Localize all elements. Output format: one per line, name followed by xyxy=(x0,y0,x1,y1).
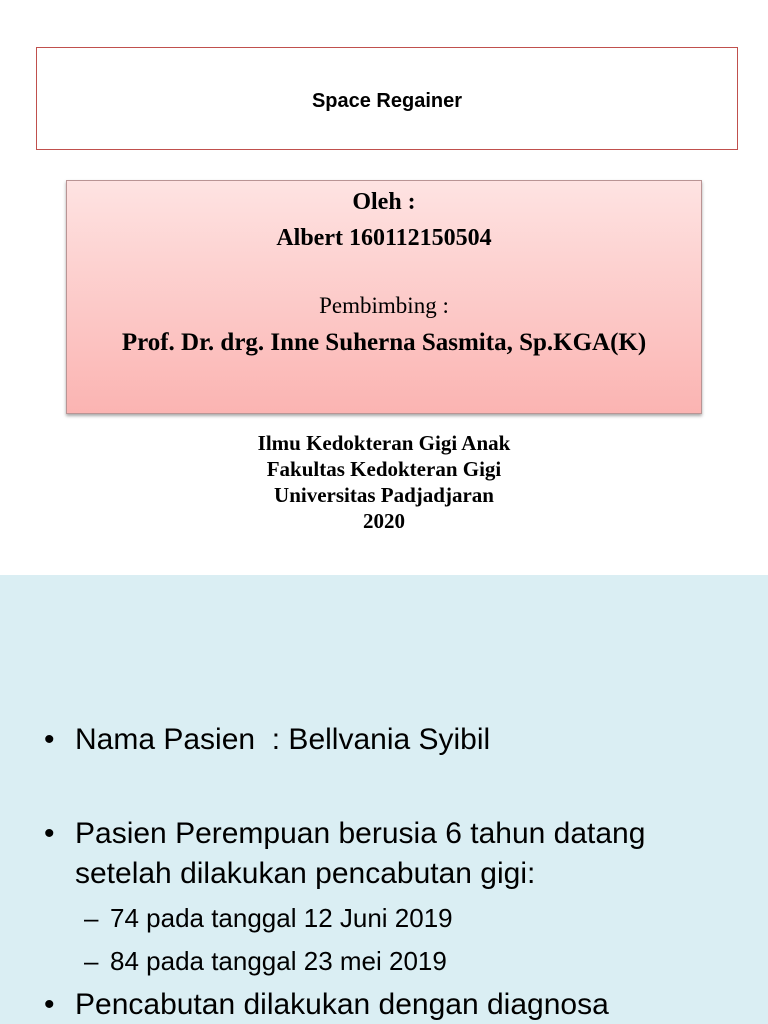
sub-bullet-item xyxy=(110,940,710,983)
title-box xyxy=(36,47,738,150)
dash-icon xyxy=(84,940,98,983)
bullet-item xyxy=(75,985,705,1024)
sub-bullet-text: 84 pada tanggal 23 mei 2019 xyxy=(110,946,447,976)
bullet-item xyxy=(75,720,705,760)
bullet-icon xyxy=(44,985,55,1024)
supervisor-name: Prof. Dr. drg. Inne Suherna Sasmita, Sp.KGA(K) xyxy=(121,329,647,356)
bullet-text: Pencabutan dilakukan dengan diagnosa xyxy=(75,988,609,1021)
year: 2020 xyxy=(363,509,405,533)
affiliation xyxy=(0,430,768,534)
dash-icon xyxy=(84,897,98,940)
faculty-name: Fakultas Kedokteran Gigi xyxy=(266,457,502,481)
author-name: Albert 160112150504 xyxy=(276,225,492,251)
sub-bullet-item xyxy=(110,897,710,940)
slide-2 xyxy=(0,575,768,1024)
supervisor-label: Pembimbing : xyxy=(319,293,449,318)
sub-bullet-text: 74 pada tanggal 12 Juni 2019 xyxy=(110,903,453,933)
bullet-text: Nama Pasien : Bellvania Syibil xyxy=(75,723,491,756)
bullet-icon xyxy=(44,814,55,854)
bullet-text: Pasien Perempuan berusia 6 tahun datang setelah dilakukan pencabutan gigi: xyxy=(75,817,654,890)
slide-title: Space Regainer xyxy=(311,89,463,112)
university-name: Universitas Padjadjaran xyxy=(274,483,494,507)
department-name: Ilmu Kedokteran Gigi Anak xyxy=(257,431,511,455)
presenter-box xyxy=(66,180,702,414)
bullet-item xyxy=(75,814,705,894)
by-label: Oleh : xyxy=(352,189,416,215)
bullet-icon xyxy=(44,720,55,760)
